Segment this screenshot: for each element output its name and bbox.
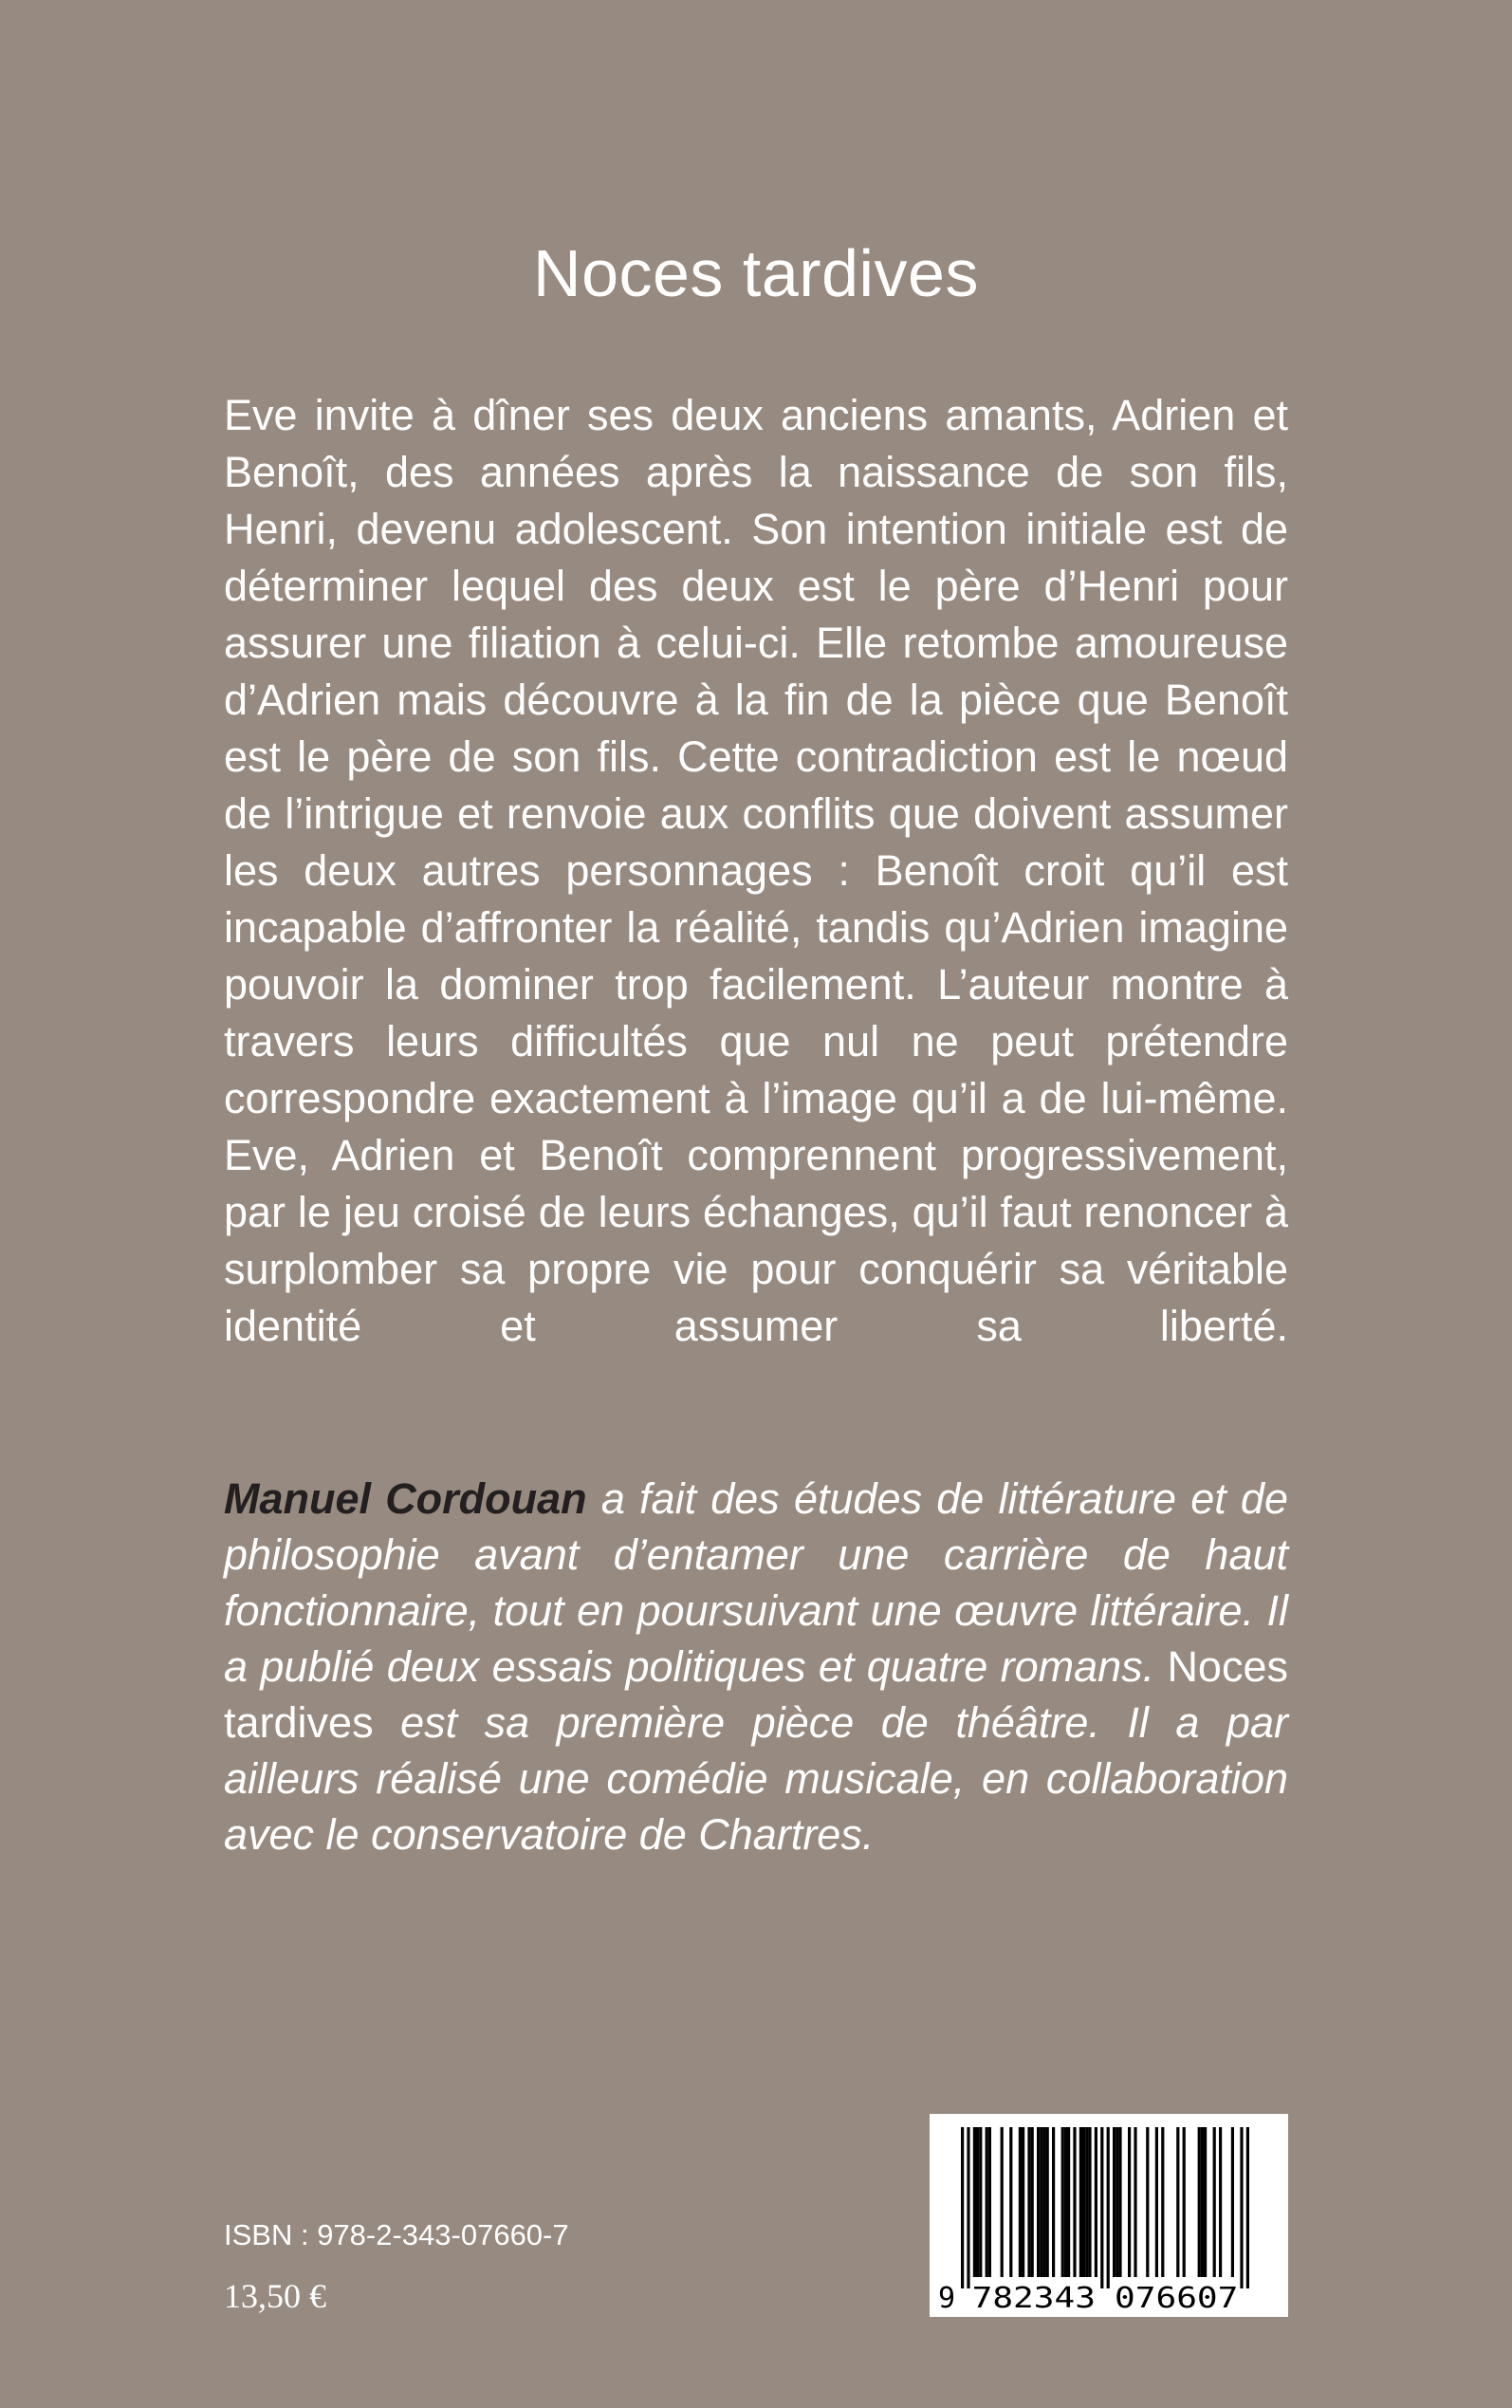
bio-text-part-2: est sa première pièce de théâtre. Il a par ailleurs réalisé une comédie musicale, en collaboration avec le conservatoire de Chartres. (224, 1698, 1288, 1859)
barcode-bar (1001, 2127, 1004, 2277)
bio-text-part-1: a fait des études de littérature et de philosophie avant d’entamer une carrière de haut fonctionnaire, tout en poursuivant une œuvre littéraire. Il a publié deux essais politiques et quatre romans. (224, 1474, 1288, 1691)
barcode-bar (1061, 2127, 1064, 2277)
isbn-label: ISBN : 978-2-343-07660-7 (224, 2218, 569, 2251)
barcode-bar (1073, 2127, 1076, 2277)
author-bio (224, 1471, 1288, 1862)
book-title: Noces tardives (533, 236, 979, 310)
barcode-bar (1213, 2127, 1216, 2277)
barcode-bar (1064, 2127, 1067, 2277)
barcode-bar (1082, 2127, 1085, 2277)
author-name: Manuel Cordouan (224, 1474, 587, 1523)
barcode-bar (1046, 2127, 1049, 2277)
barcode-bar (986, 2127, 988, 2277)
barcode-bar (973, 2127, 976, 2277)
barcode-bar (1088, 2127, 1091, 2277)
barcode-bar (1037, 2127, 1040, 2277)
barcode-bar (1042, 2127, 1045, 2277)
barcode-bar (1146, 2127, 1149, 2277)
barcode-bar (1116, 2127, 1118, 2277)
barcode-bar (1107, 2127, 1110, 2288)
barcode-bar (1198, 2127, 1201, 2277)
barcode-bar (1240, 2127, 1243, 2288)
barcode-bar (1204, 2127, 1207, 2277)
barcode-bar (1022, 2127, 1024, 2277)
barcode-bar (1019, 2127, 1022, 2277)
bio-book-title: Noces tardives (224, 1642, 1288, 1747)
barcode-bar (1183, 2127, 1186, 2277)
barcode-bar (1134, 2127, 1136, 2277)
barcode-bar (1118, 2127, 1121, 2277)
barcode-bar (976, 2127, 979, 2277)
barcode-bar (1231, 2127, 1234, 2277)
barcode-bar (1079, 2127, 1082, 2277)
barcode-bar (1219, 2127, 1222, 2277)
barcode-bar (1176, 2127, 1179, 2277)
barcode-bar (967, 2127, 969, 2288)
barcode-graphic (930, 2114, 1288, 2317)
barcode-bar (1155, 2127, 1158, 2277)
barcode-bar (1113, 2127, 1116, 2277)
barcode-bar (1031, 2127, 1034, 2277)
barcode-bar (1100, 2127, 1103, 2288)
barcode-digits: 782343 (971, 2282, 1096, 2315)
barcode-bar (1009, 2127, 1012, 2277)
barcode-bar (1067, 2127, 1070, 2277)
barcode-bar (1085, 2127, 1088, 2277)
barcode-digits: 076607 (1115, 2282, 1239, 2315)
barcode-digits: 9 (937, 2282, 955, 2315)
barcode-bar (1161, 2127, 1164, 2277)
barcode (930, 2114, 1288, 2317)
barcode-bar (988, 2127, 991, 2277)
barcode-bar (961, 2127, 964, 2288)
barcode-bar (979, 2127, 982, 2277)
synopsis-text: Eve invite à dîner ses deux anciens amants, Adrien et Benoît, des années après la naissance de son fils, Henri, devenu adolescent. Son intention initiale est de déterminer lequel des deux est le père d’Henri pour assurer une filiation à celui-ci. Elle retombe amoureuse d’Adrien mais découvre à la fin de la pièce que Benoît est le père de son fils. Cette contradiction est le nœud de l’intrigue et renvoie aux conflits que doivent assumer les deux autres personnages : Benoît croit qu’il est incapable d’affronter la réalité, tandis qu’Adrien imagine pouvoir la dominer trop facilement. L’auteur montre à travers leurs difficultés que nul ne peut prétendre correspondre exactement à l’image qu’il a de lui-même. Eve, Adrien et Benoît comprennent progressivement, par le jeu croisé de leurs échanges, qu’il faut renoncer à surplomber sa propre vie pour conquérir sa véritable identité et assumer sa liberté. (224, 391, 1288, 1350)
barcode-bar (1095, 2127, 1097, 2277)
barcode-bar (1052, 2127, 1055, 2277)
barcode-bar (1246, 2127, 1249, 2288)
barcode-bar (1201, 2127, 1204, 2277)
barcode-bar (1040, 2127, 1042, 2277)
barcode-bar (1128, 2127, 1131, 2277)
barcode-bar (1027, 2127, 1030, 2277)
price-label: 13,50 € (224, 2277, 326, 2315)
